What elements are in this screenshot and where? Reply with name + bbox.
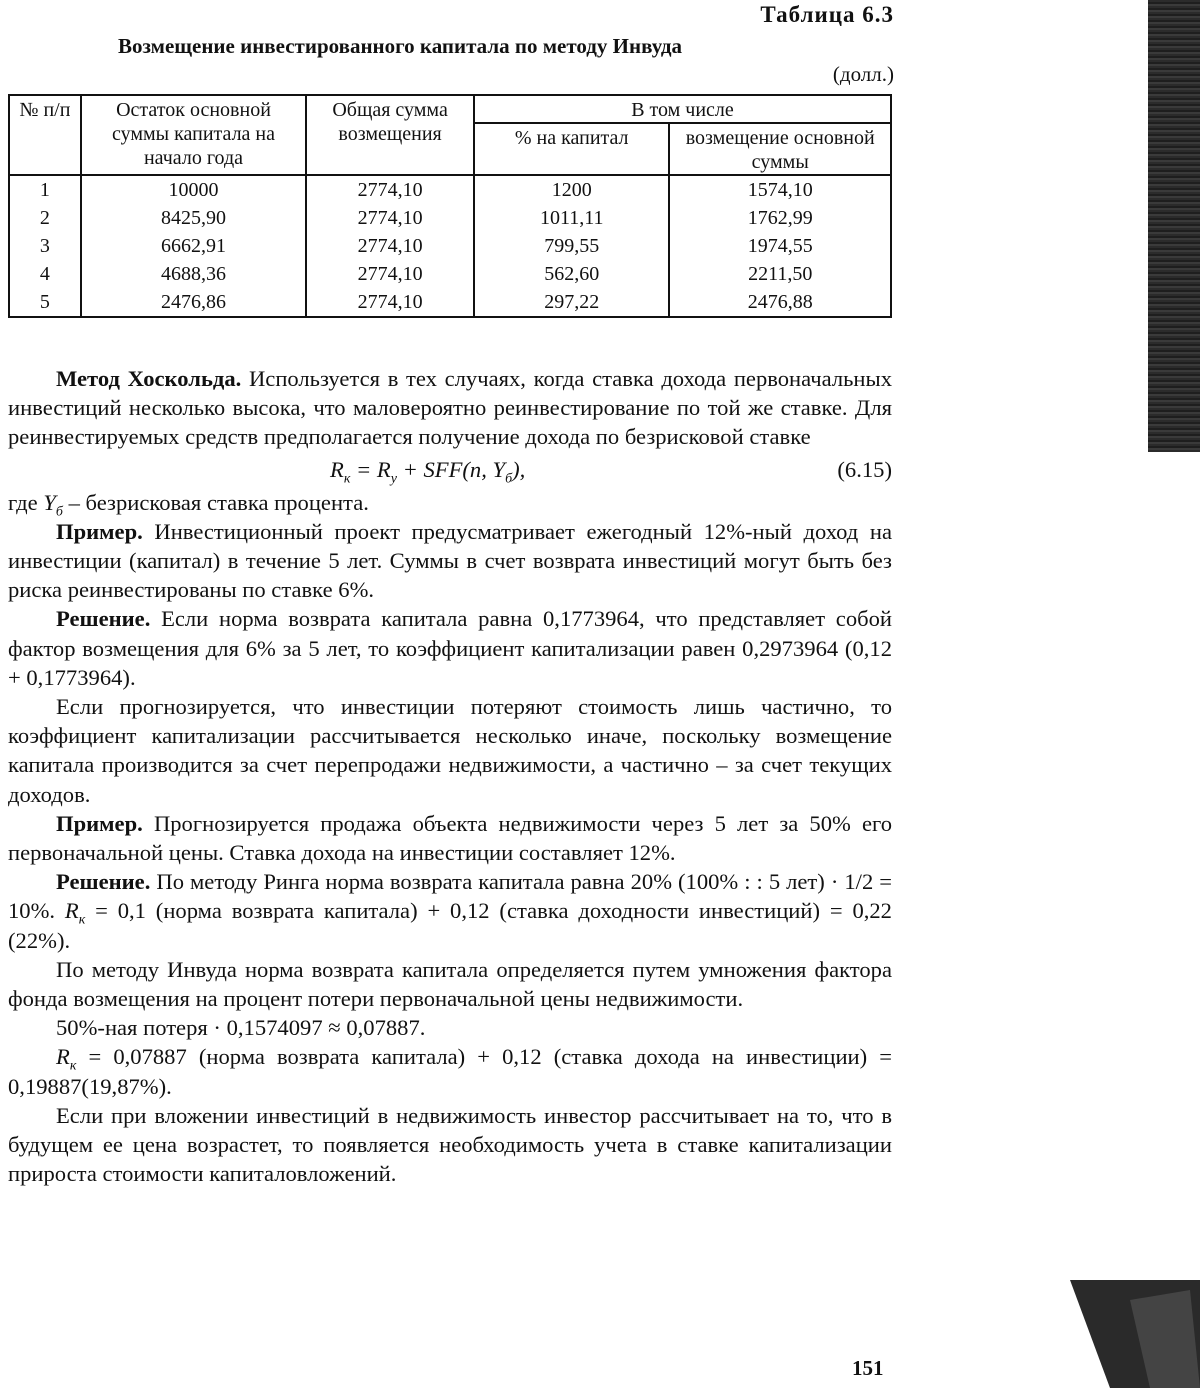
paragraph	[8, 488, 892, 520]
cell-principal: 2211,50	[669, 260, 891, 288]
cell-balance: 10000	[81, 175, 306, 204]
header-group: В том числе	[474, 95, 891, 123]
cell-balance: 8425,90	[81, 204, 306, 232]
cell-interest: 562,60	[474, 260, 669, 288]
table-row	[9, 175, 891, 204]
cell-num: 2	[9, 204, 81, 232]
cell-total: 2774,10	[306, 232, 474, 260]
paragraph-lead: Решение.	[56, 869, 151, 895]
paragraph: 50%-ная потеря · 0,1574097 ≈ 0,07887.	[56, 1015, 426, 1041]
header-balance: Остаток основной суммы капитала на начало года	[81, 95, 306, 175]
table-number: Таблица 6.3	[760, 2, 894, 27]
cell-num: 1	[9, 175, 81, 204]
paragraph: По методу Инвуда норма возврата капитала определяется путем умножения фактора фонда возмещения на процент потери первоначальной цены недвижимости.	[8, 956, 892, 1012]
cell-principal: 1762,99	[669, 204, 891, 232]
cell-principal: 1974,55	[669, 232, 891, 260]
paragraph	[8, 604, 892, 692]
cell-balance: 2476,86	[81, 288, 306, 317]
header-num: № п/п	[9, 95, 81, 175]
paragraph-text: По методу Ринга норма возврата капитала равна 20% (100% : : 5 лет) · 1/2 = 10%.	[8, 869, 892, 924]
formula-6-15	[8, 452, 892, 488]
cell-total: 2774,10	[306, 288, 474, 317]
header-interest: % на капитал	[474, 123, 669, 175]
table-row	[9, 232, 891, 260]
table-title: Возмещение инвестированного капитала по методу Инвуда	[118, 34, 683, 58]
paragraph-text: = 0,1 (норма возврата капитала) + 0,12 (ставка доходности инвестиций) = 0,22 (22%).	[8, 898, 892, 953]
paragraph-text: Инвестиционный проект предусматривает ежегодный 12%-ный доход на инвестиции (капитал) в течение 5 лет. Суммы в счет возврата инвестиций могут быть без риска реинвестированы по ставке 6%.	[8, 518, 892, 603]
paragraph: Если при вложении инвестиций в недвижимость инвестор рассчитывает на то, что в будущем ее цена возрастет, то появляется необходимость учета в ставке капитализации прироста стоимости капиталовложений.	[8, 1102, 892, 1187]
paragraph	[8, 1042, 892, 1100]
cell-total: 2774,10	[306, 204, 474, 232]
paragraph-text: Если норма возврата капитала равна 0,1773964, что представляет собой фактор возмещения для 6% за 5 лет, то коэффициент капитализации равен 0,2973964 (0,12 + 0,1773964).	[8, 606, 892, 690]
cell-total: 2774,10	[306, 175, 474, 204]
paragraph-text: где	[8, 489, 38, 515]
table-row	[9, 260, 891, 288]
scan-edge-shadow	[1148, 0, 1200, 452]
cell-interest: 799,55	[474, 232, 669, 260]
cell-num: 3	[9, 232, 81, 260]
cell-interest: 1200	[474, 175, 669, 204]
body-text	[8, 364, 892, 1188]
paragraph: Если прогнозируется, что инвестиции потеряют стоимость лишь частично, то коэффициент капитализации рассчитывается несколько иначе, поскольку возмещение капитала производится за счет перепродажи недвижимости, а частично – за счет текущих доходов.	[8, 694, 892, 807]
paragraph	[8, 867, 892, 955]
paragraph-text: = 0,07887 (норма возврата капитала) + 0,12 (ставка дохода на инвестиции) = 0,19887(19,87%).	[8, 1044, 892, 1099]
paragraph-lead: Метод Хоскольда.	[56, 366, 242, 391]
table-unit: (долл.)	[832, 62, 894, 86]
table-row	[9, 288, 891, 317]
cell-interest: 1011,11	[474, 204, 669, 232]
cell-total: 2774,10	[306, 260, 474, 288]
cell-principal: 2476,88	[669, 288, 891, 317]
table-row	[9, 204, 891, 232]
cell-num: 4	[9, 260, 81, 288]
paragraph-text: Прогнозируется продажа объекта недвижимости через 5 лет за 50% его первоначальной цены. Ставка дохода на инвестиции составляет 12%.	[8, 810, 892, 866]
paragraph	[8, 364, 892, 452]
cell-principal: 1574,10	[669, 175, 891, 204]
paragraph-lead: Решение.	[56, 606, 151, 632]
header-total: Общая сумма возмещения	[306, 95, 474, 175]
scan-corner-shadow	[1040, 1280, 1200, 1388]
cell-balance: 6662,91	[81, 232, 306, 260]
header-principal: возмещение основной суммы	[669, 123, 891, 175]
page-number: 151	[852, 1356, 884, 1380]
paragraph-lead: Пример.	[56, 518, 143, 544]
formula-expression: $R_к = R_у + SFF(n$, $Y_б$),	[330, 456, 526, 487]
cell-balance: 4688,36	[81, 260, 306, 288]
symbol-rk: $R_к$	[56, 1044, 77, 1074]
cell-num: 5	[9, 288, 81, 317]
symbol-yb: $Y_б$	[43, 489, 63, 520]
paragraph-text: – безрисковая ставка процента.	[68, 489, 369, 515]
paragraph	[8, 809, 892, 867]
paragraph-text: Используется в тех случаях, когда ставка дохода первоначальных инвестиций несколько высока, что маловероятно реинвестирование по той же ставке. Для реинвестируемых средств предполагается получение дохода по безрисковой ставке	[8, 366, 893, 450]
paragraph	[8, 517, 892, 605]
cell-interest: 297,22	[474, 288, 669, 317]
paragraph-lead: Пример.	[56, 810, 143, 836]
reimbursement-table	[8, 94, 892, 318]
formula-number: (6.15)	[837, 456, 892, 482]
symbol-rk: $R_к$	[64, 898, 86, 928]
